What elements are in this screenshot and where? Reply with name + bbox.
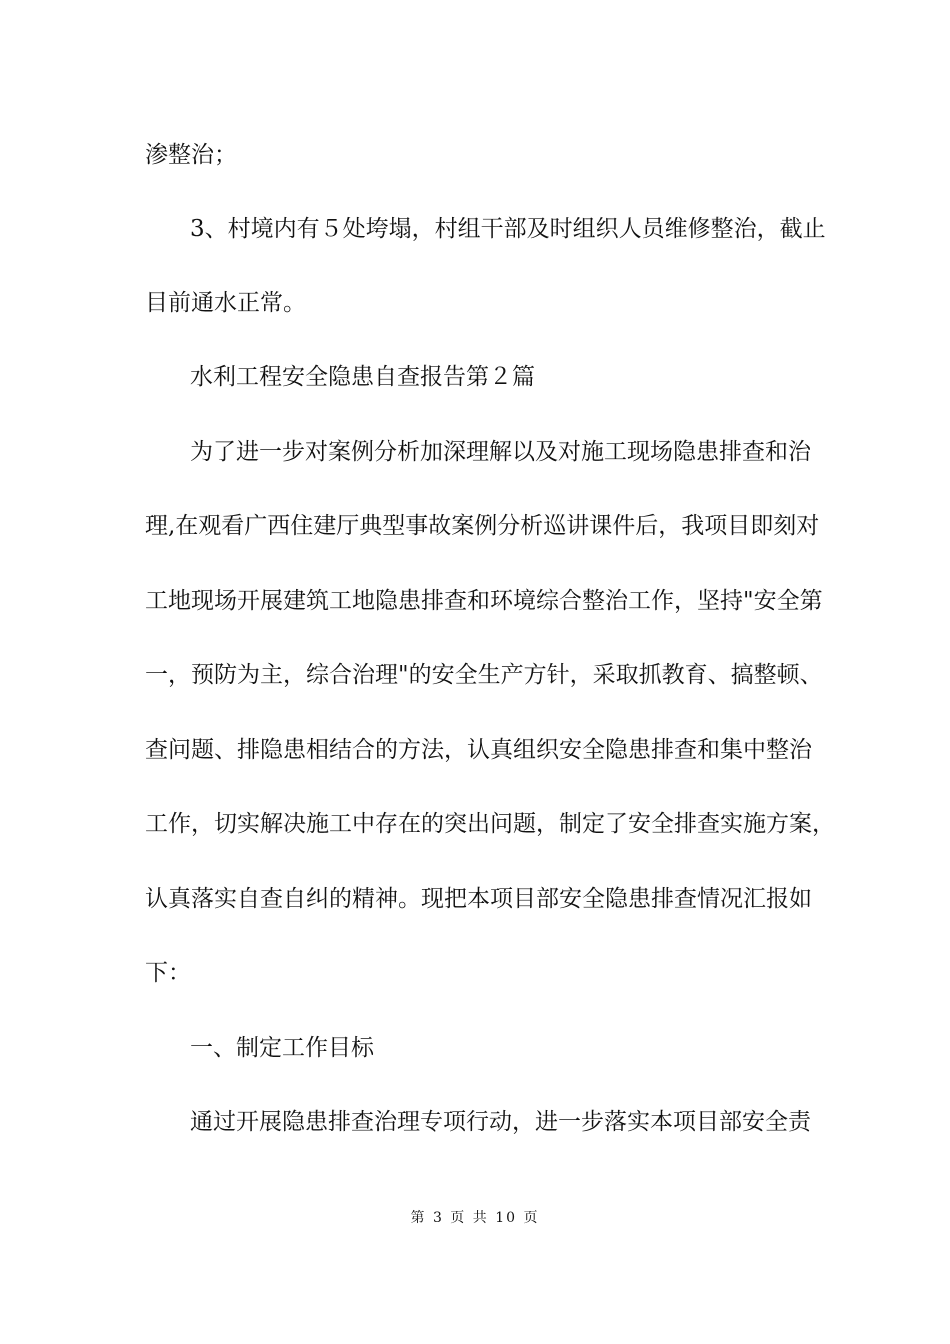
text-line-6: 理,在观看广西住建厅典型事故案例分析巡讲课件后，我项目即刻对 [145,513,820,539]
text-line-2: 3、村境内有５处垮塌，村组干部及时组织人员维修整治，截止 [190,216,826,242]
text-line-10: 工作，切实解决施工中存在的突出问题，制定了安全排查实施方案， [145,811,835,837]
text-line-11: 认真落实自查自纠的精神。现把本项目部安全隐患排查情况汇报如 [145,886,812,912]
text-line-8: 一，预防为主，综合治理"的安全生产方针，采取抓教育、搞整顿、 [145,662,823,688]
text-line-1: 渗整治； [145,142,237,168]
text-line-5: 为了进一步对案例分析加深理解以及对施工现场隐患排查和治 [190,439,811,465]
subsection-heading: 一、制定工作目标 [190,1035,374,1061]
text-line-12: 下： [145,960,191,986]
text-line-14: 通过开展隐患排查治理专项行动，进一步落实本项目部安全责 [190,1109,811,1135]
page-number-footer: 第 3 页 共 10 页 [410,1210,540,1226]
text-line-9: 查问题、排隐患相结合的方法，认真组织安全隐患排查和集中整治 [145,737,812,763]
section-heading: 水利工程安全隐患自查报告第２篇 [190,364,535,390]
text-line-7: 工地现场开展建筑工地隐患排查和环境综合整治工作，坚持"安全第 [145,588,823,614]
text-line-3: 目前通水正常。 [145,290,306,316]
